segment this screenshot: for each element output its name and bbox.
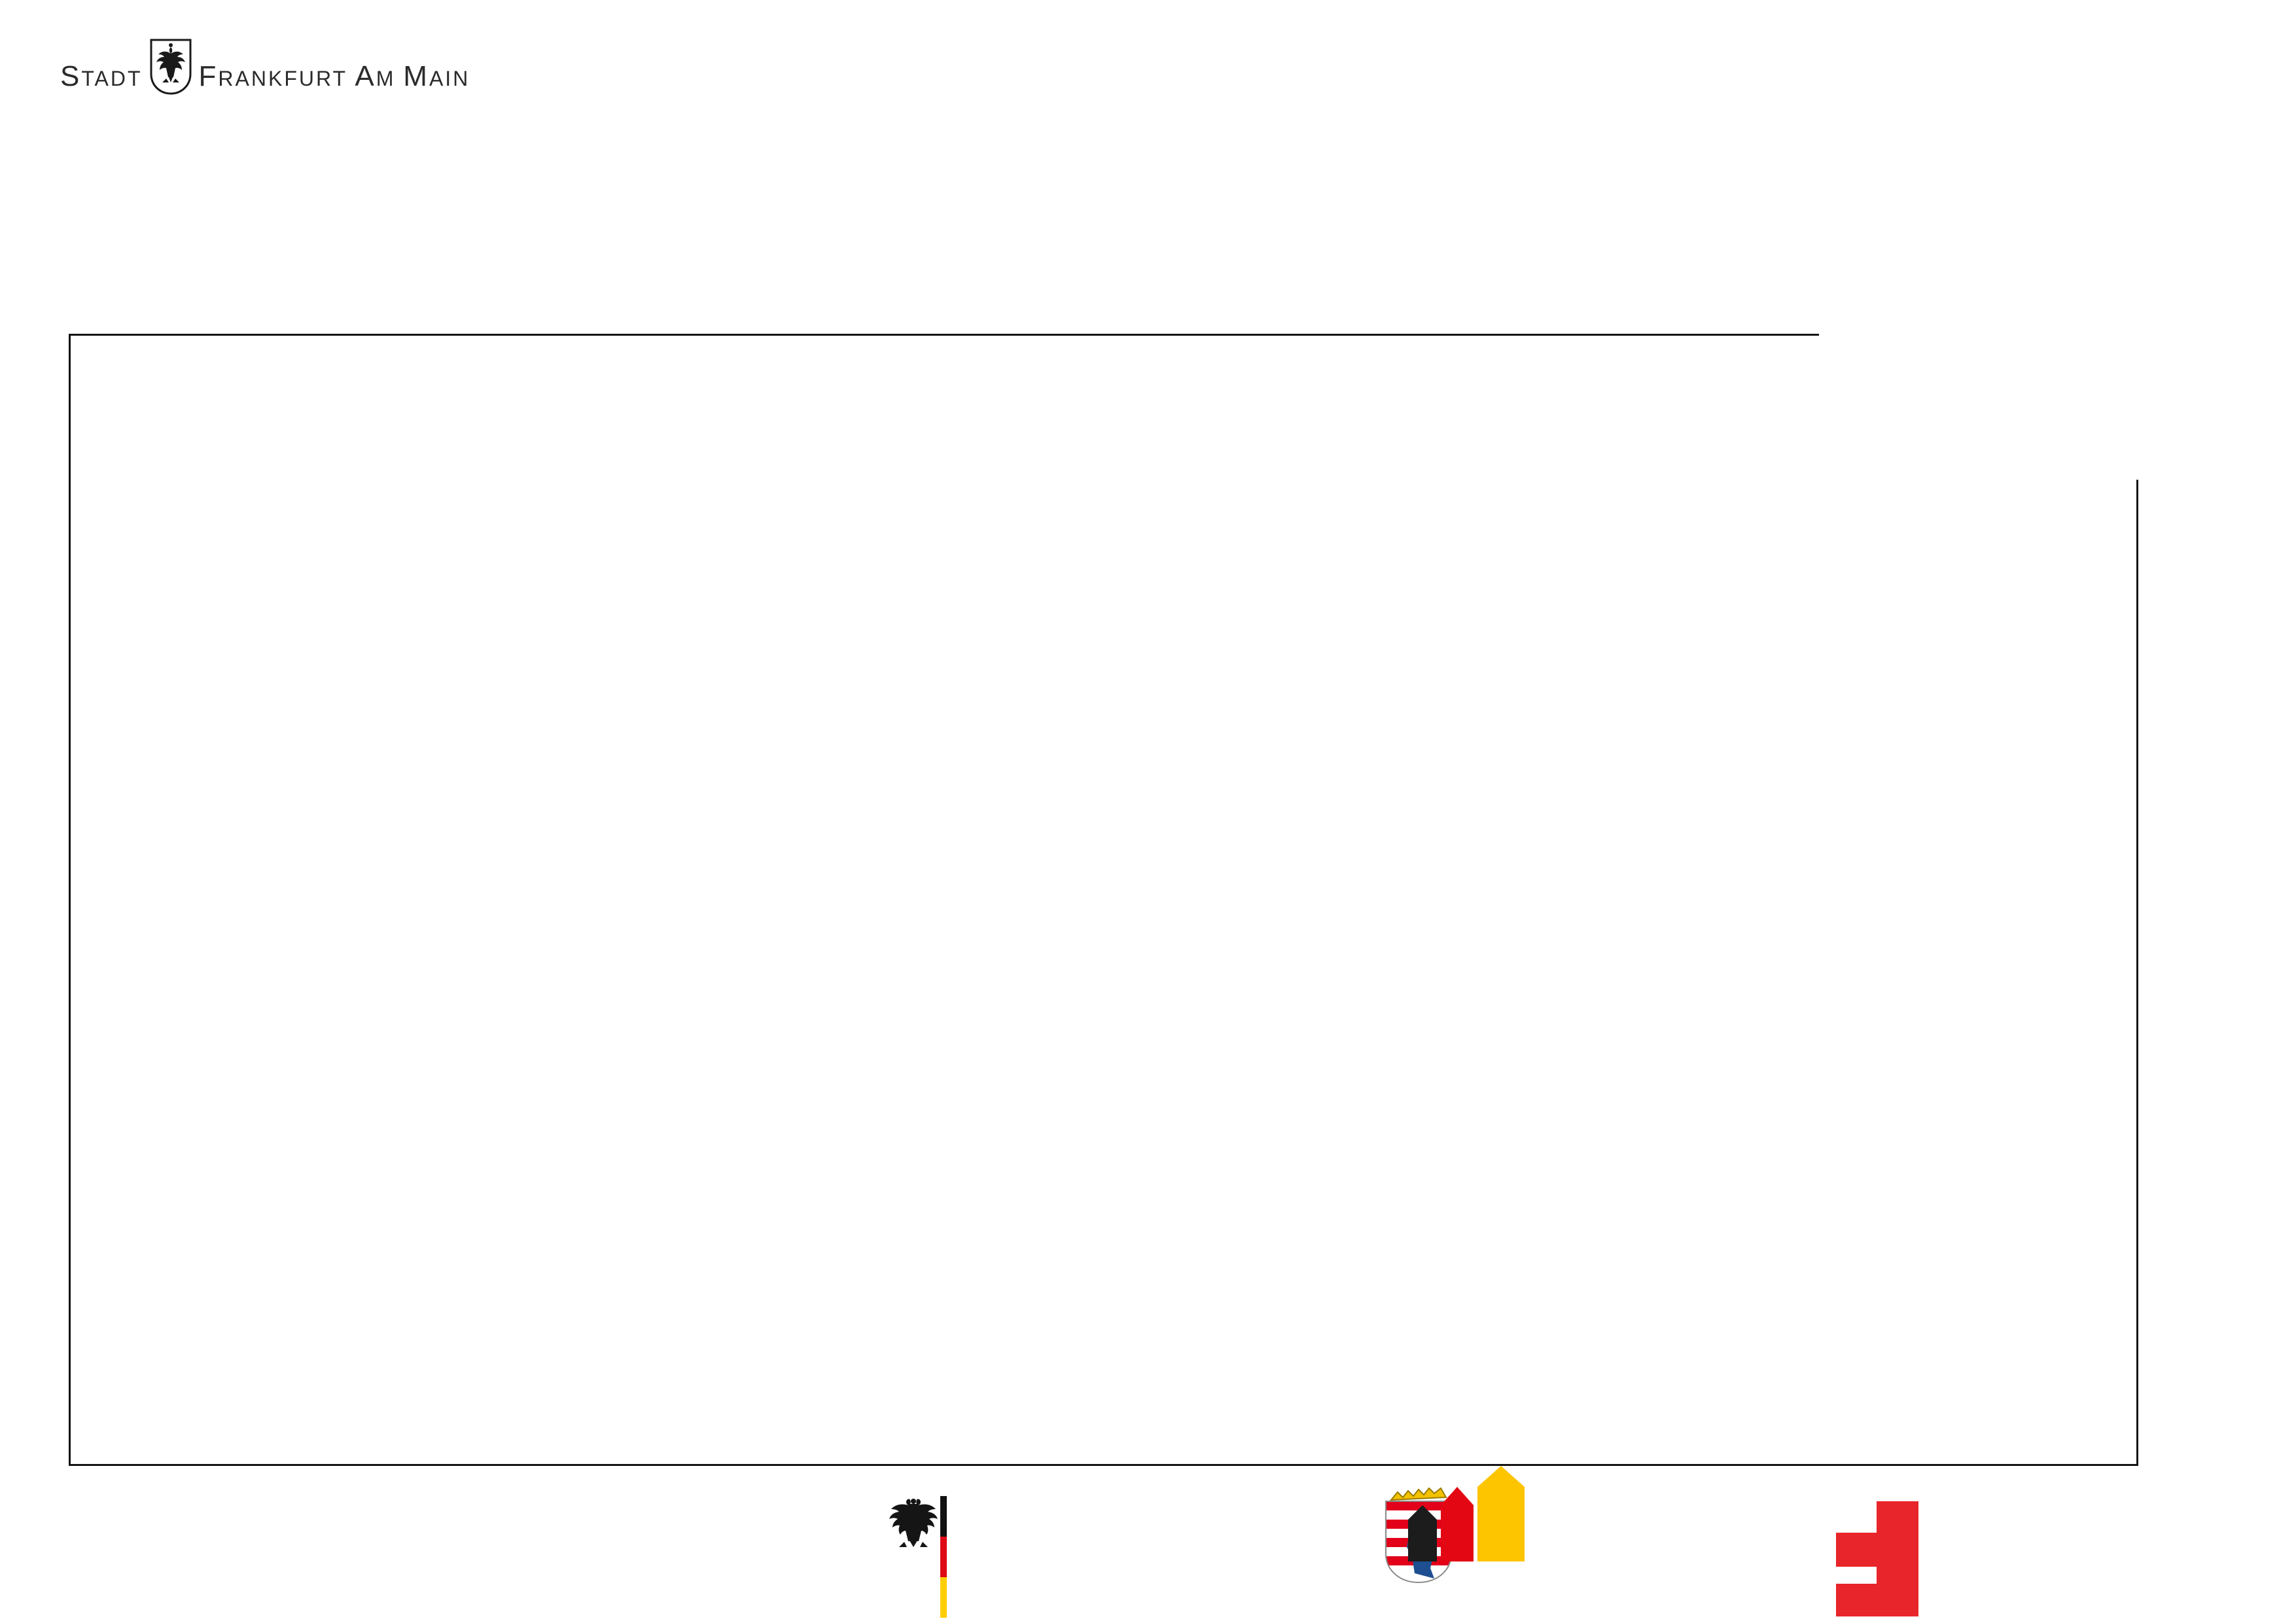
eu-text-backing — [1819, 332, 2296, 480]
city-logo-name: FRANKFURT AM MAIN — [198, 60, 470, 93]
staedtebaufoerderung-houses-icon — [1407, 1465, 1528, 1564]
wachstum-erneuerung-logo — [1296, 92, 1806, 393]
map-canvas — [71, 336, 2136, 1464]
wachstum-erneuerung-logo-small — [1621, 1493, 1778, 1589]
eu-flag-icon — [1836, 141, 2264, 345]
cadastral-map[interactable] — [69, 334, 2138, 1466]
city-logo-stadt: STADT — [60, 60, 143, 93]
frankfurt-eagle-shield-icon — [149, 38, 192, 96]
footer-eu-flag-icon — [357, 1504, 543, 1613]
city-logo-stadt-rest: TADT — [81, 67, 143, 91]
stadtplanungsamt-glyph-icon — [1836, 1501, 1921, 1618]
bundesadler-icon — [877, 1496, 950, 1618]
city-logo — [60, 38, 470, 92]
